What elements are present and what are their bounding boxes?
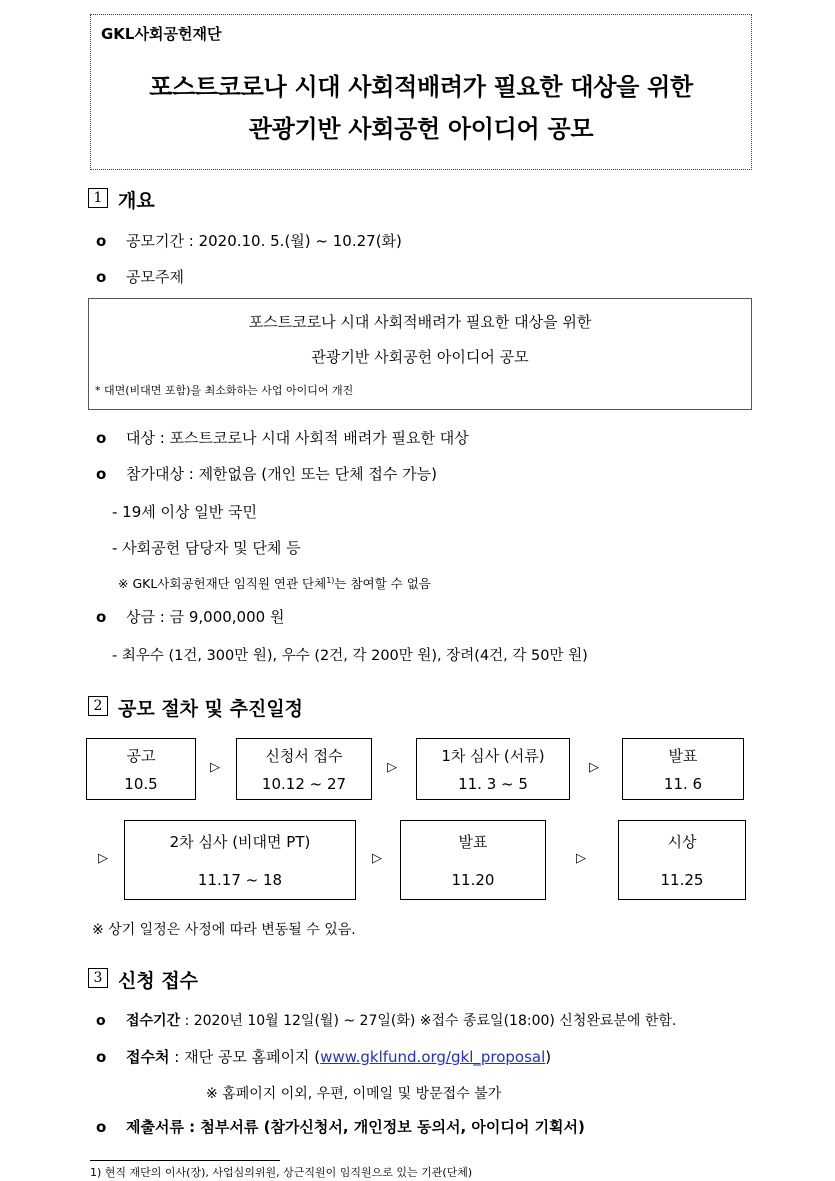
arrow-icon: ▷ <box>98 851 108 866</box>
bullet-mark: o <box>96 608 107 626</box>
bullet-mark: o <box>96 429 107 447</box>
page-title-line1: 포스트코로나 시대 사회적배려가 필요한 대상을 위한 <box>149 73 693 101</box>
eligibility-note-tail: 는 참여할 수 없음 <box>334 576 431 591</box>
apply-place-value: : 재단 공모 홈페이지 ( <box>174 1048 321 1066</box>
arrow-icon: ▷ <box>372 851 382 866</box>
step-second-review <box>124 820 356 900</box>
arrow-icon: ▷ <box>210 760 220 775</box>
docs-line <box>96 1116 585 1137</box>
arrow-icon: ▷ <box>387 760 397 775</box>
org-name: GKL사회공헌재단 <box>101 25 222 43</box>
section-3-number: 3 <box>88 968 108 988</box>
step-name: 1차 심사 (서류) <box>441 747 545 765</box>
proposal-link[interactable]: www.gklfund.org/gkl_proposal <box>320 1048 546 1066</box>
header-box <box>90 14 752 170</box>
bullet-mark: o <box>96 268 107 286</box>
eligibility-note <box>118 574 431 592</box>
step-date: 11.20 <box>451 871 495 889</box>
arrow-icon: ▷ <box>576 851 586 866</box>
theme-line <box>96 266 184 287</box>
step-date: 10.5 <box>124 775 158 793</box>
apply-place-note: ※ 홈페이지 이외, 우편, 이메일 및 방문접수 불가 <box>206 1086 502 1102</box>
eligibility-sub-1: - 19세 이상 일반 국민 <box>112 503 258 521</box>
prize-value: : 금 9,000,000 원 <box>159 608 285 626</box>
bullet-mark: o <box>96 232 107 250</box>
step-date: 11.25 <box>660 871 704 889</box>
prize-label: 상금 <box>126 608 155 626</box>
eligibility-label: 참가대상 <box>126 465 184 483</box>
target-line <box>96 427 469 448</box>
page-title-line2: 관광기반 사회공헌 아이디어 공모 <box>248 115 594 143</box>
section-3-title: 신청 접수 <box>118 970 199 992</box>
bullet-mark: o <box>96 1118 107 1136</box>
step-date: 11. 6 <box>663 775 703 793</box>
docs-text: 제출서류 : 첨부서류 (참가신청서, 개인정보 동의서, 아이디어 기획서) <box>126 1118 585 1136</box>
eligibility-sub-2: - 사회공헌 담당자 및 단체 등 <box>112 539 301 557</box>
apply-period-label: 접수기간 <box>126 1013 181 1029</box>
step-name: 신청서 접수 <box>265 747 343 765</box>
apply-period-value: : 2020년 10월 12일(월) ~ 27일(화) ※접수 종료일(18:00) 신청완료분에 한함. <box>184 1013 677 1029</box>
step-announce-2 <box>400 820 546 900</box>
theme-box-line1: 포스트코로나 시대 사회적배려가 필요한 대상을 위한 <box>248 313 592 331</box>
step-announce <box>86 738 196 800</box>
theme-box-line2: 관광기반 사회공헌 아이디어 공모 <box>311 348 529 366</box>
step-date: 11.17 ~ 18 <box>197 871 283 889</box>
prize-line <box>96 606 284 627</box>
step-name: 시상 <box>667 833 697 851</box>
step-award <box>618 820 746 900</box>
footnote: 1) 현직 재단의 이사(장), 사업심의위원, 상근직원이 임직원으로 있는 기관(단체) <box>90 1166 473 1179</box>
apply-place-line <box>96 1046 551 1067</box>
period-label: 공모기간 <box>126 232 184 250</box>
bullet-mark: o <box>96 465 107 483</box>
theme-box <box>88 298 752 410</box>
period-line <box>96 230 402 251</box>
section-2-title: 공모 절차 및 추진일정 <box>118 698 304 720</box>
footnote-divider <box>90 1160 280 1161</box>
section-1-number: 1 <box>88 188 108 208</box>
period-value: : 2020.10. 5.(월) ~ 10.27(화) <box>188 232 402 250</box>
section-1-title: 개요 <box>118 190 155 212</box>
step-date: 10.12 ~ 27 <box>261 775 347 793</box>
step-date: 11. 3 ~ 5 <box>458 775 528 793</box>
step-name: 공고 <box>126 747 156 765</box>
target-text: 대상 : 포스트코로나 시대 사회적 배려가 필요한 대상 <box>126 429 469 447</box>
footnote-ref: 1) <box>326 575 335 585</box>
step-announce-1 <box>622 738 744 800</box>
step-application <box>236 738 372 800</box>
eligibility-note-text: ※ GKL사회공헌재단 임직원 연관 단체 <box>118 576 327 591</box>
eligibility-value: : 제한없음 (개인 또는 단체 접수 가능) <box>188 465 437 483</box>
prize-breakdown: - 최우수 (1건, 300만 원), 우수 (2건, 각 200만 원), 장려(4건, 각 50만 원) <box>112 648 588 664</box>
apply-period-line <box>96 1010 676 1030</box>
theme-box-note: * 대면(비대면 포함)을 최소화하는 사업 아이디어 개진 <box>95 384 354 397</box>
step-name: 2차 심사 (비대면 PT) <box>169 833 311 851</box>
step-first-review <box>416 738 570 800</box>
step-name: 발표 <box>458 833 488 851</box>
apply-place-close: ) <box>545 1048 552 1066</box>
theme-label: 공모주제 <box>126 268 184 286</box>
bullet-mark: o <box>96 1048 107 1066</box>
arrow-icon: ▷ <box>589 760 599 775</box>
step-name: 발표 <box>668 747 698 765</box>
bullet-mark: o <box>96 1013 106 1029</box>
eligibility-line <box>96 463 437 484</box>
schedule-note: ※ 상기 일정은 사정에 따라 변동될 수 있음. <box>92 922 356 938</box>
apply-place-label: 접수처 <box>126 1048 170 1066</box>
section-2-number: 2 <box>88 696 108 716</box>
